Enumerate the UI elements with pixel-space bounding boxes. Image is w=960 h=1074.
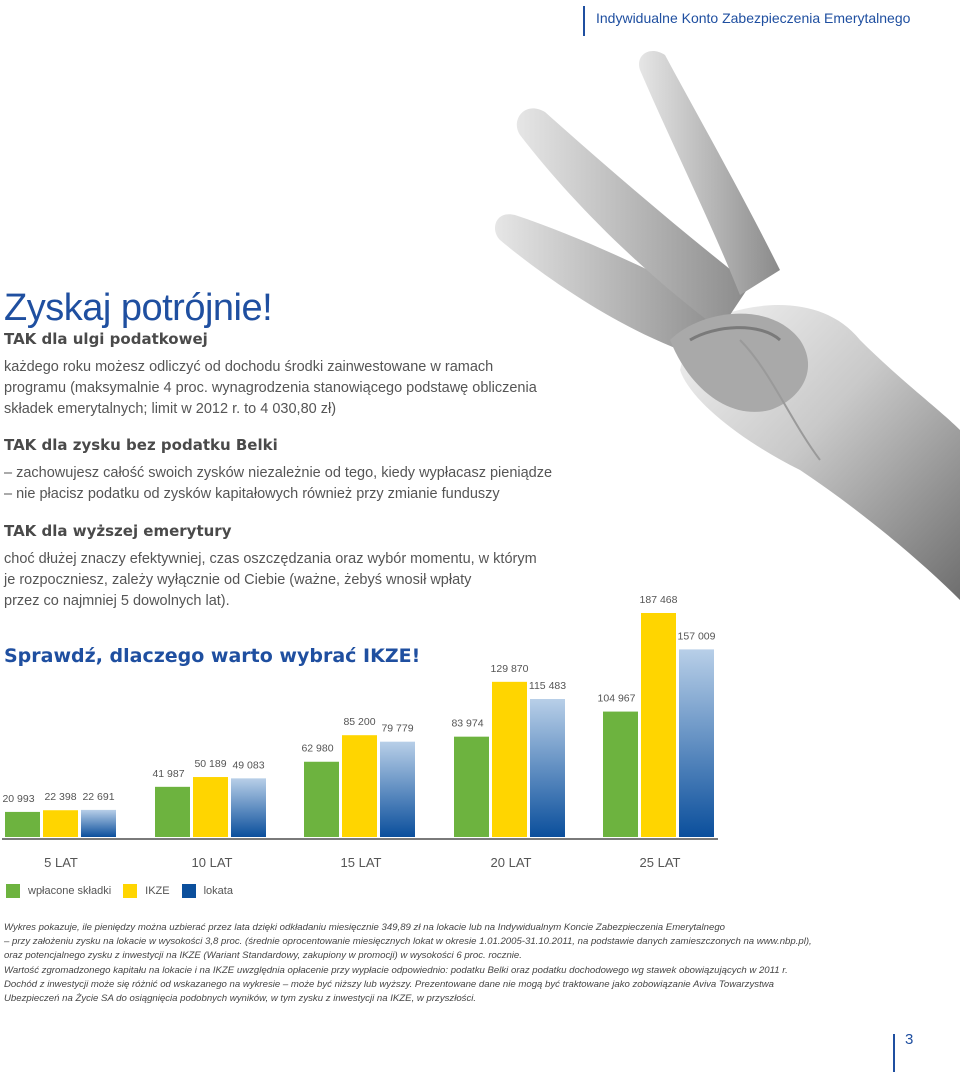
bar-paid-contributions <box>454 737 489 837</box>
bar-ikze <box>43 810 78 837</box>
legend-label: IKZE <box>145 885 170 897</box>
legend-swatch-green <box>6 884 20 898</box>
bar-deposit <box>380 742 415 837</box>
bar-ikze <box>641 613 676 837</box>
footnote: Wykres pokazuje, ile pieniędzy można uzbierać przez lata dzięki odkładaniu miesięcznie 349,89 zł na lokacie lub na Indywidualnym Koncie Zabezpieczenia Emerytalnego – przy założeniu zysku na lokacie w wysokości 3,8 proc. (średnie oprocentowanie miesięcznych lokat w okresie 1.01.2005-31.10.2011, na podstawie danych zamieszczonych na www.nbp.pl), oraz potencjalnego zysku z inwestycji na IKZE (Wariant Standardowy, zakupiony w promocji) w wysokości 6 proc. rocznie. Wartość zgromadzonego kapitału na lokacie i na IKZE uwzględnia opłacenie przy wypłacie odpowiednio: podatku Belki oraz podatku dochodowego wg stawek obowiązujących w 2011 r. Dochód z inwestycji może się różnić od wskazanego na wykresie – może być niższy lub wyższy. Prezentowane dane nie mogą być traktowane jako zobowiązanie Aviva Towarzystwa Ubezpieczeń na Życie SA do osiągnięcia podobnych wyników, w tym zysku z inwestycji na IKZE, w przyszłości. <box>4 922 812 1005</box>
bar-chart <box>0 595 760 855</box>
chart-legend <box>6 882 245 900</box>
bar-deposit <box>81 810 116 837</box>
section-text-tax-relief: każdego roku możesz odliczyć od dochodu środki zainwestowane w ramach programu (maksymalnie 4 proc. wynagrodzenia stanowiącego podstawę obliczenia składek emerytalnych; limit w 2012 r. to 4 030,80 zł) <box>4 359 537 417</box>
section-heading-pension: TAK dla wyższej emerytury <box>4 522 232 540</box>
bar-deposit <box>231 778 266 837</box>
chart-axis <box>2 838 718 840</box>
bar-ikze <box>492 682 527 837</box>
bar-ikze <box>193 777 228 837</box>
bar-deposit <box>679 649 714 837</box>
x-tick-label: 10 LAT <box>191 855 233 870</box>
header-title: Indywidualne Konto Zabezpieczenia Emerytalnego <box>596 10 911 26</box>
data-label: 20 993 <box>2 792 35 805</box>
data-label: 187 468 <box>639 595 678 606</box>
data-label: 129 870 <box>490 662 529 675</box>
bar-paid-contributions <box>5 812 40 837</box>
hand-photo <box>440 40 960 620</box>
section-text-belka: – zachowujesz całość swoich zysków niezależnie od tego, kiedy wypłacasz pieniądze – nie płacisz podatku od zysków kapitałowych również przy zmianie funduszy <box>4 465 553 502</box>
section-heading-tax-relief: TAK dla ulgi podatkowej <box>4 330 208 348</box>
data-label: 115 483 <box>528 680 567 693</box>
page-number: 3 <box>905 1031 914 1048</box>
section-heading-belka: TAK dla zysku bez podatku Belki <box>4 436 278 454</box>
x-tick-label: 20 LAT <box>490 855 532 870</box>
legend-swatch-yellow <box>123 884 137 898</box>
legend-label: wpłacone składki <box>28 885 112 897</box>
data-label: 104 967 <box>597 692 636 705</box>
data-label: 50 189 <box>194 758 227 771</box>
data-label: 79 779 <box>381 722 414 735</box>
header-divider <box>583 6 585 36</box>
page-number-divider <box>893 1034 895 1072</box>
section-text-pension: choć dłużej znaczy efektywniej, czas oszczędzania oraz wybór momentu, w którym je rozpoczniesz, zależy wyłącznie od Ciebie (ważne, żebyś wnosił wpłaty przez co najmniej 5 dowolnych lat). <box>4 551 537 609</box>
x-tick-label: 5 LAT <box>44 855 78 870</box>
data-label: 62 980 <box>301 742 334 755</box>
data-label: 49 083 <box>232 759 265 772</box>
chart-heading: Sprawdź, dlaczego warto wybrać IKZE! <box>4 645 421 667</box>
x-tick-label: 15 LAT <box>340 855 382 870</box>
data-label: 41 987 <box>152 767 185 780</box>
legend-swatch-blue <box>182 884 196 898</box>
bar-paid-contributions <box>304 762 339 837</box>
bar-paid-contributions <box>603 712 638 837</box>
data-label: 85 200 <box>343 716 376 729</box>
x-tick-label: 25 LAT <box>639 855 681 870</box>
data-label: 22 691 <box>82 790 115 803</box>
data-label: 83 974 <box>451 717 484 730</box>
page-title: Zyskaj potrójnie! <box>4 287 273 330</box>
bar-paid-contributions <box>155 787 190 837</box>
data-label: 22 398 <box>44 791 77 804</box>
data-label: 157 009 <box>677 630 716 643</box>
bar-deposit <box>530 699 565 837</box>
bar-ikze <box>342 735 377 837</box>
legend-label: lokata <box>203 885 233 897</box>
